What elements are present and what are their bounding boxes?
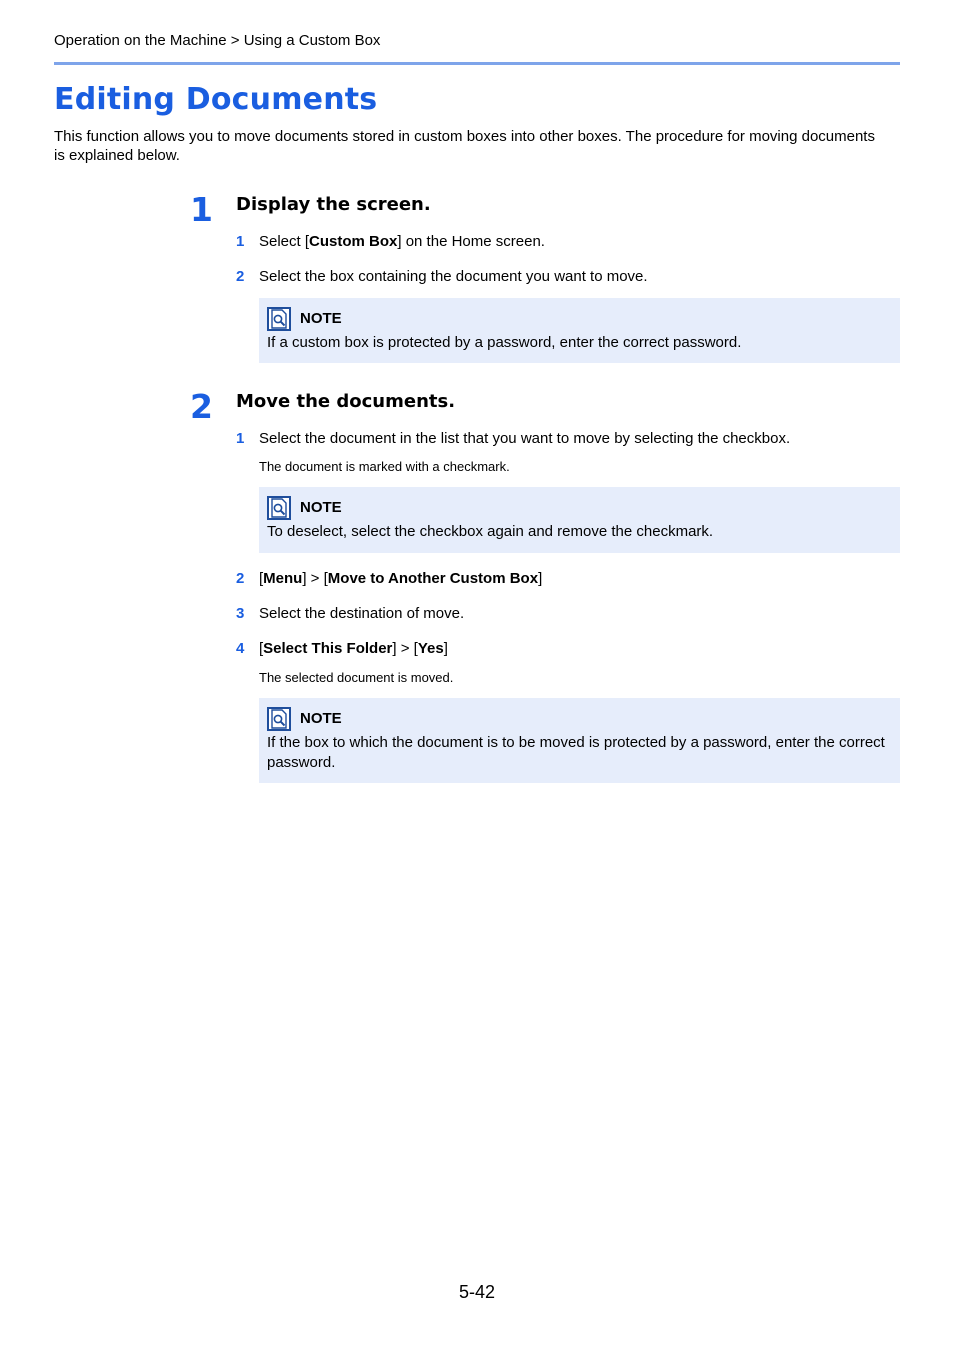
step-2-sub-1-number: 1 — [236, 430, 245, 447]
page-title: Editing Documents — [54, 82, 378, 117]
note-label: NOTE — [300, 310, 342, 327]
custom-box-label: Custom Box — [309, 233, 398, 250]
header-divider — [54, 62, 900, 65]
note-icon — [267, 307, 291, 331]
select-this-folder-label: Select This Folder — [263, 640, 393, 657]
yes-label: Yes — [417, 640, 444, 657]
step-2-sub-2-text: [Menu] > [Move to Another Custom Box] — [259, 570, 543, 587]
move-to-another-custom-box-label: Move to Another Custom Box — [327, 570, 539, 587]
page-number: 5-42 — [458, 1282, 496, 1302]
breadcrumb: Operation on the Machine > Using a Custom Box — [54, 32, 381, 49]
step-1-number: 1 — [190, 190, 213, 229]
note-icon — [267, 707, 291, 731]
intro-paragraph: This function allows you to move documents stored in custom boxes into other boxes. The procedure for moving documents is explained below. — [54, 128, 875, 164]
note-box — [259, 298, 900, 363]
step-2-sub-1-text: Select the document in the list that you want to move by selecting the checkbox. — [259, 430, 791, 447]
menu-label: Menu — [263, 570, 303, 587]
step-2-sub-4-number: 4 — [236, 640, 245, 657]
step-2-sub-3-text: Select the destination of move. — [259, 605, 465, 622]
step-2-sub-3-number: 3 — [236, 605, 245, 622]
step-1-heading: Display the screen. — [236, 194, 431, 215]
step-2-sub-1-result: The document is marked with a checkmark. — [259, 459, 510, 474]
step-2-sub-2-number: 2 — [236, 570, 245, 587]
note-box — [259, 487, 900, 553]
step-1-sub-2-number: 2 — [236, 268, 245, 285]
note-icon — [267, 496, 291, 520]
step-1-sub-1-text: Select [Custom Box] on the Home screen. — [259, 233, 545, 250]
note-label: NOTE — [300, 499, 342, 516]
note-text: To deselect, select the checkbox again and remove the checkmark. — [267, 523, 714, 540]
step-1-sub-1-number: 1 — [236, 233, 245, 250]
step-2-number: 2 — [190, 387, 213, 426]
step-2-heading: Move the documents. — [236, 391, 456, 412]
step-2-sub-4-text: [Select This Folder] > [Yes] — [259, 640, 448, 657]
note-text: If a custom box is protected by a password, enter the correct password. — [267, 334, 742, 351]
step-2-sub-4-result: The selected document is moved. — [259, 670, 454, 685]
note-text: If the box to which the document is to be moved is protected by a password, enter the correct password. — [267, 734, 885, 771]
step-1-sub-2-text: Select the box containing the document you want to move. — [259, 268, 648, 285]
note-label: NOTE — [300, 710, 342, 727]
note-box — [259, 698, 900, 783]
